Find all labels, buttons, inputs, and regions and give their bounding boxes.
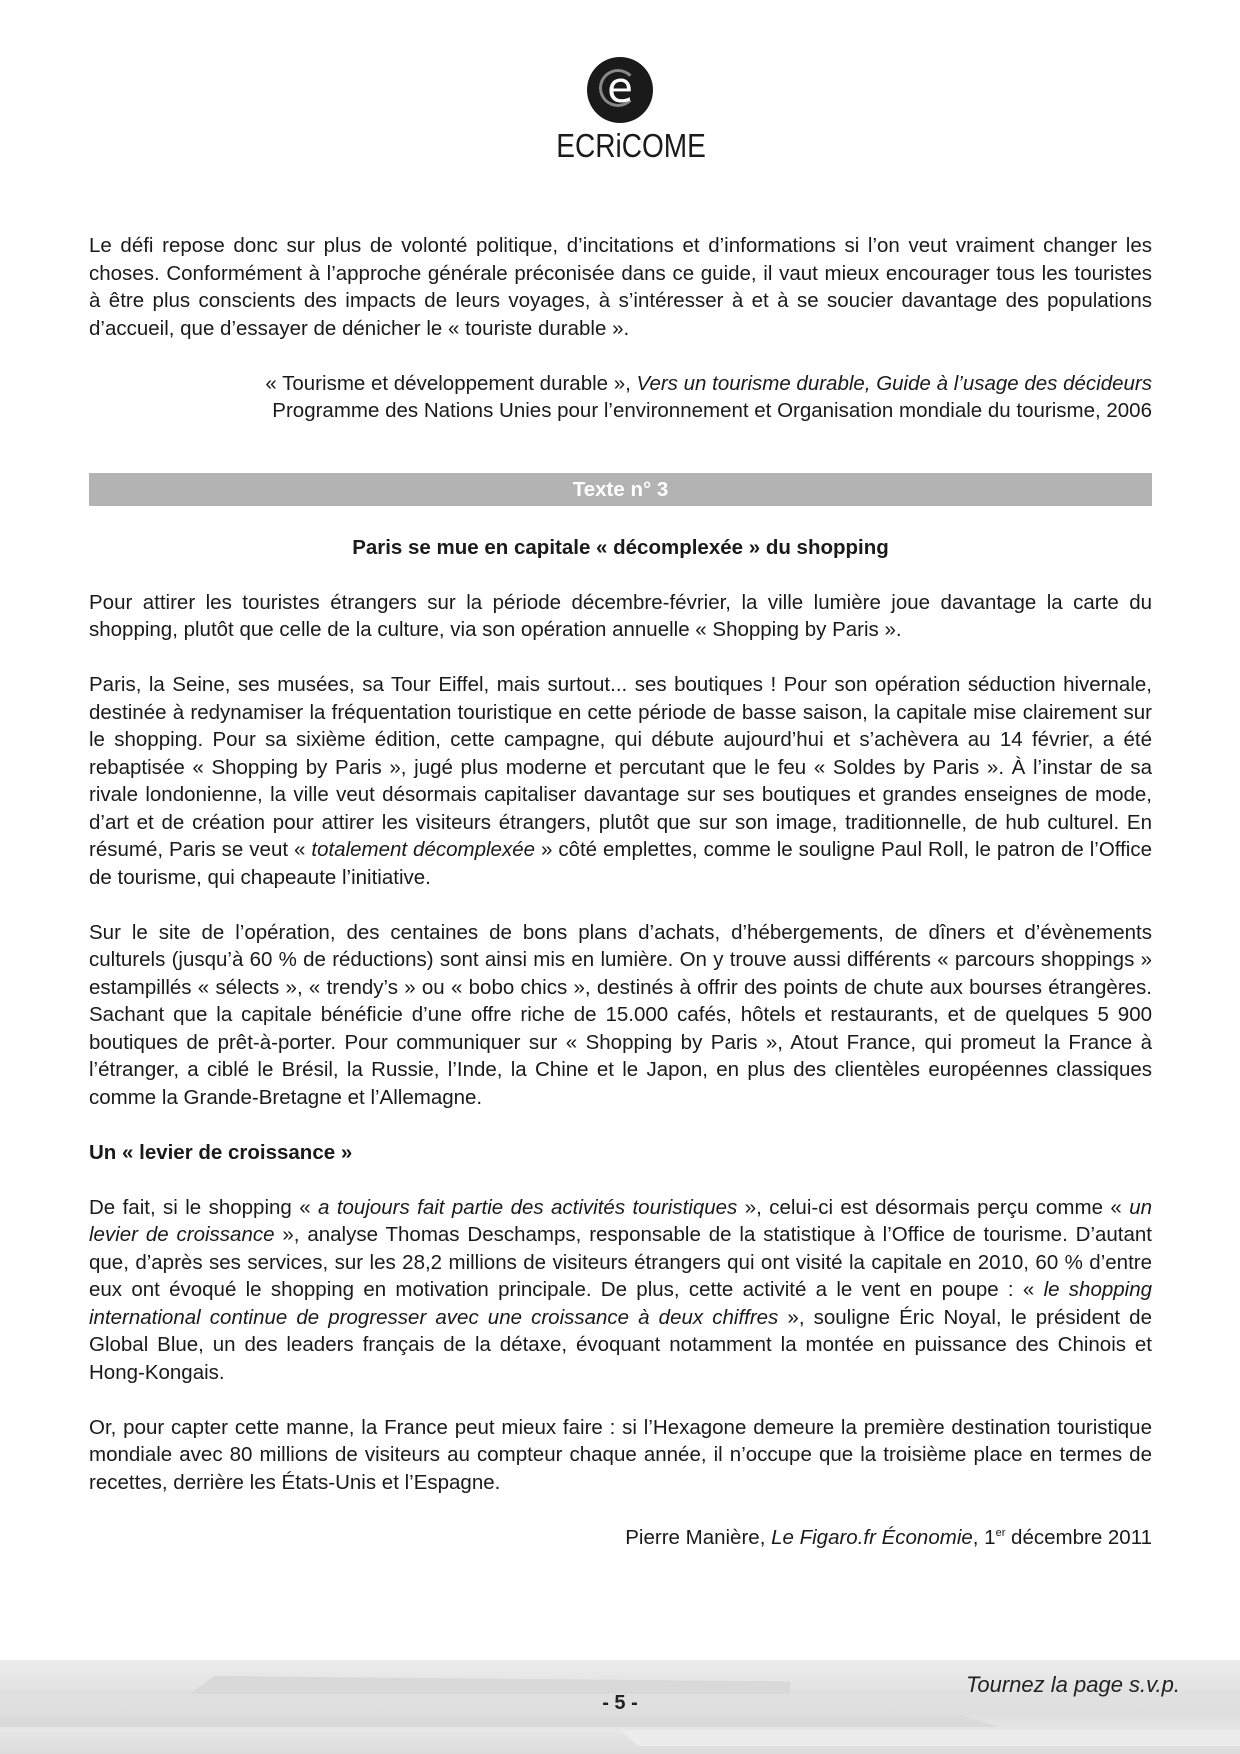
- turn-page-note: Tournez la page s.v.p.: [965, 1672, 1180, 1697]
- article-subtitle: Un « levier de croissance »: [89, 1140, 353, 1164]
- article-paragraph: Or, pour capter cette manne, la France peut mieux faire : si l’Hexagone demeure la première destination touristique mondiale avec 80 millions de visiteurs au compteur chaque année, il n’occupe que la troisième place en termes de recettes, derrière les États-Unis et l’Espagne.: [89, 1415, 1152, 1494]
- ecricome-logo: [545, 57, 706, 165]
- article-paragraph: Paris, la Seine, ses musées, sa Tour Eiffel, mais surtout... ses boutiques ! Pour son opération séduction hivernale, destinée à redynamiser la fréquentation touristique en cette période de basse saison, la capitale mise clairement sur le shopping. Pour sa sixième édition, cette campagne, qui débute aujourd’hui et s’achèvera au 14 février, a été rebaptisée « Shopping by Paris », jugé plus moderne et percutant que le feu « Soldes by Paris ». À l’instar de sa rivale londonienne, la ville veut désormais capitaliser davantage sur ses boutiques et grandes enseignes de mode, d’art et de création pour attirer les visiteurs étrangers, plutôt que sur son image, traditionnelle, de hub culturel. En résumé, Paris se veut « totalement décomplexée » côté emplettes, comme le souligne Paul Roll, le patron de l’Office de tourisme, qui chapeaute l’initiative.: [89, 673, 1152, 889]
- page-number: - 5 -: [602, 1692, 638, 1714]
- article-signature: Pierre Manière, Le Figaro.fr Économie, 1er décembre 2011: [625, 1525, 1152, 1549]
- article-paragraph: Sur le site de l’opération, des centaines de bons plans d’achats, d’hébergements, de dîners et d’évènements culturels (jusqu’à 60 % de réductions) sont ainsi mis en lumière. On y trouve aussi différents « parcours shoppings » estampillés « sélects », « trendy’s » ou « bobo chics », destinés à offrir des points de chute aux bourses étrangères. Sachant que la capitale bénéficie d’une offre riche de 15.000 cafés, hôtels et restaurants, et de quelques 5 900 boutiques de prêt-à-porter. Pour communiquer sur « Shopping by Paris », Atout France, qui promeut la France à l’étranger, a ciblé le Brésil, la Russie, l’Inde, la Chine et le Japon, en plus des clientèles européennes classiques comme la Grande-Bretagne et l’Allemagne.: [89, 920, 1152, 1109]
- article-title: Paris se mue en capitale « décomplexée » du shopping: [352, 535, 889, 559]
- intro-paragraph: Le défi repose donc sur plus de volonté politique, d’incitations et d’informations si l’on veut vraiment changer les choses. Conformément à l’approche générale préconisée dans ce guide, il vaut mieux encourager tous les touristes à être plus conscients des impacts de leurs voyages, à s’intéresser à et à se soucier davantage des populations d’accueil, que d’essayer de dénicher le « touriste durable ».: [89, 234, 1152, 340]
- citation-prefix: « Tourisme et développement durable »,: [265, 371, 637, 395]
- article-paragraph: Pour attirer les touristes étrangers sur la période décembre-février, la ville lumière joue davantage la carte du shopping, plutôt que celle de la culture, via son opération annuelle « Shopping by Paris ».: [89, 590, 1152, 641]
- citation-publisher: Programme des Nations Unies pour l’environnement et Organisation mondiale du tourisme, 2006: [272, 399, 1152, 422]
- page-footer: [0, 1660, 1240, 1754]
- page-content: [89, 232, 1152, 1579]
- citation: [161, 370, 1152, 425]
- article-paragraph: De fait, si le shopping « a toujours fait partie des activités touristiques », celui-ci est désormais perçu comme « un levier de croissance », analyse Thomas Deschamps, responsable de la statistique à l’Office de tourisme. D’autant que, d’après ses services, sur les 28,2 millions de visiteurs étrangers qui ont visité la capitale en 2010, 60 % d’entre eux ont évoqué le shopping en motivation principale. De plus, cette activité a le vent en poupe : « le shopping international continue de progresser avec une croissance à deux chiffres », souligne Éric Noyal, le président de Global Blue, un des leaders français de la détaxe, évoquant notamment la montée en puissance des Chinois et Hong-Kongais.: [89, 1195, 1152, 1384]
- logo-wordmark: ECRiCOME: [556, 127, 706, 164]
- logo-emblem: e: [587, 57, 653, 123]
- section-band: Texte n° 3: [89, 473, 1152, 506]
- citation-title: Vers un tourisme durable, Guide à l’usage des décideurs: [636, 371, 1152, 395]
